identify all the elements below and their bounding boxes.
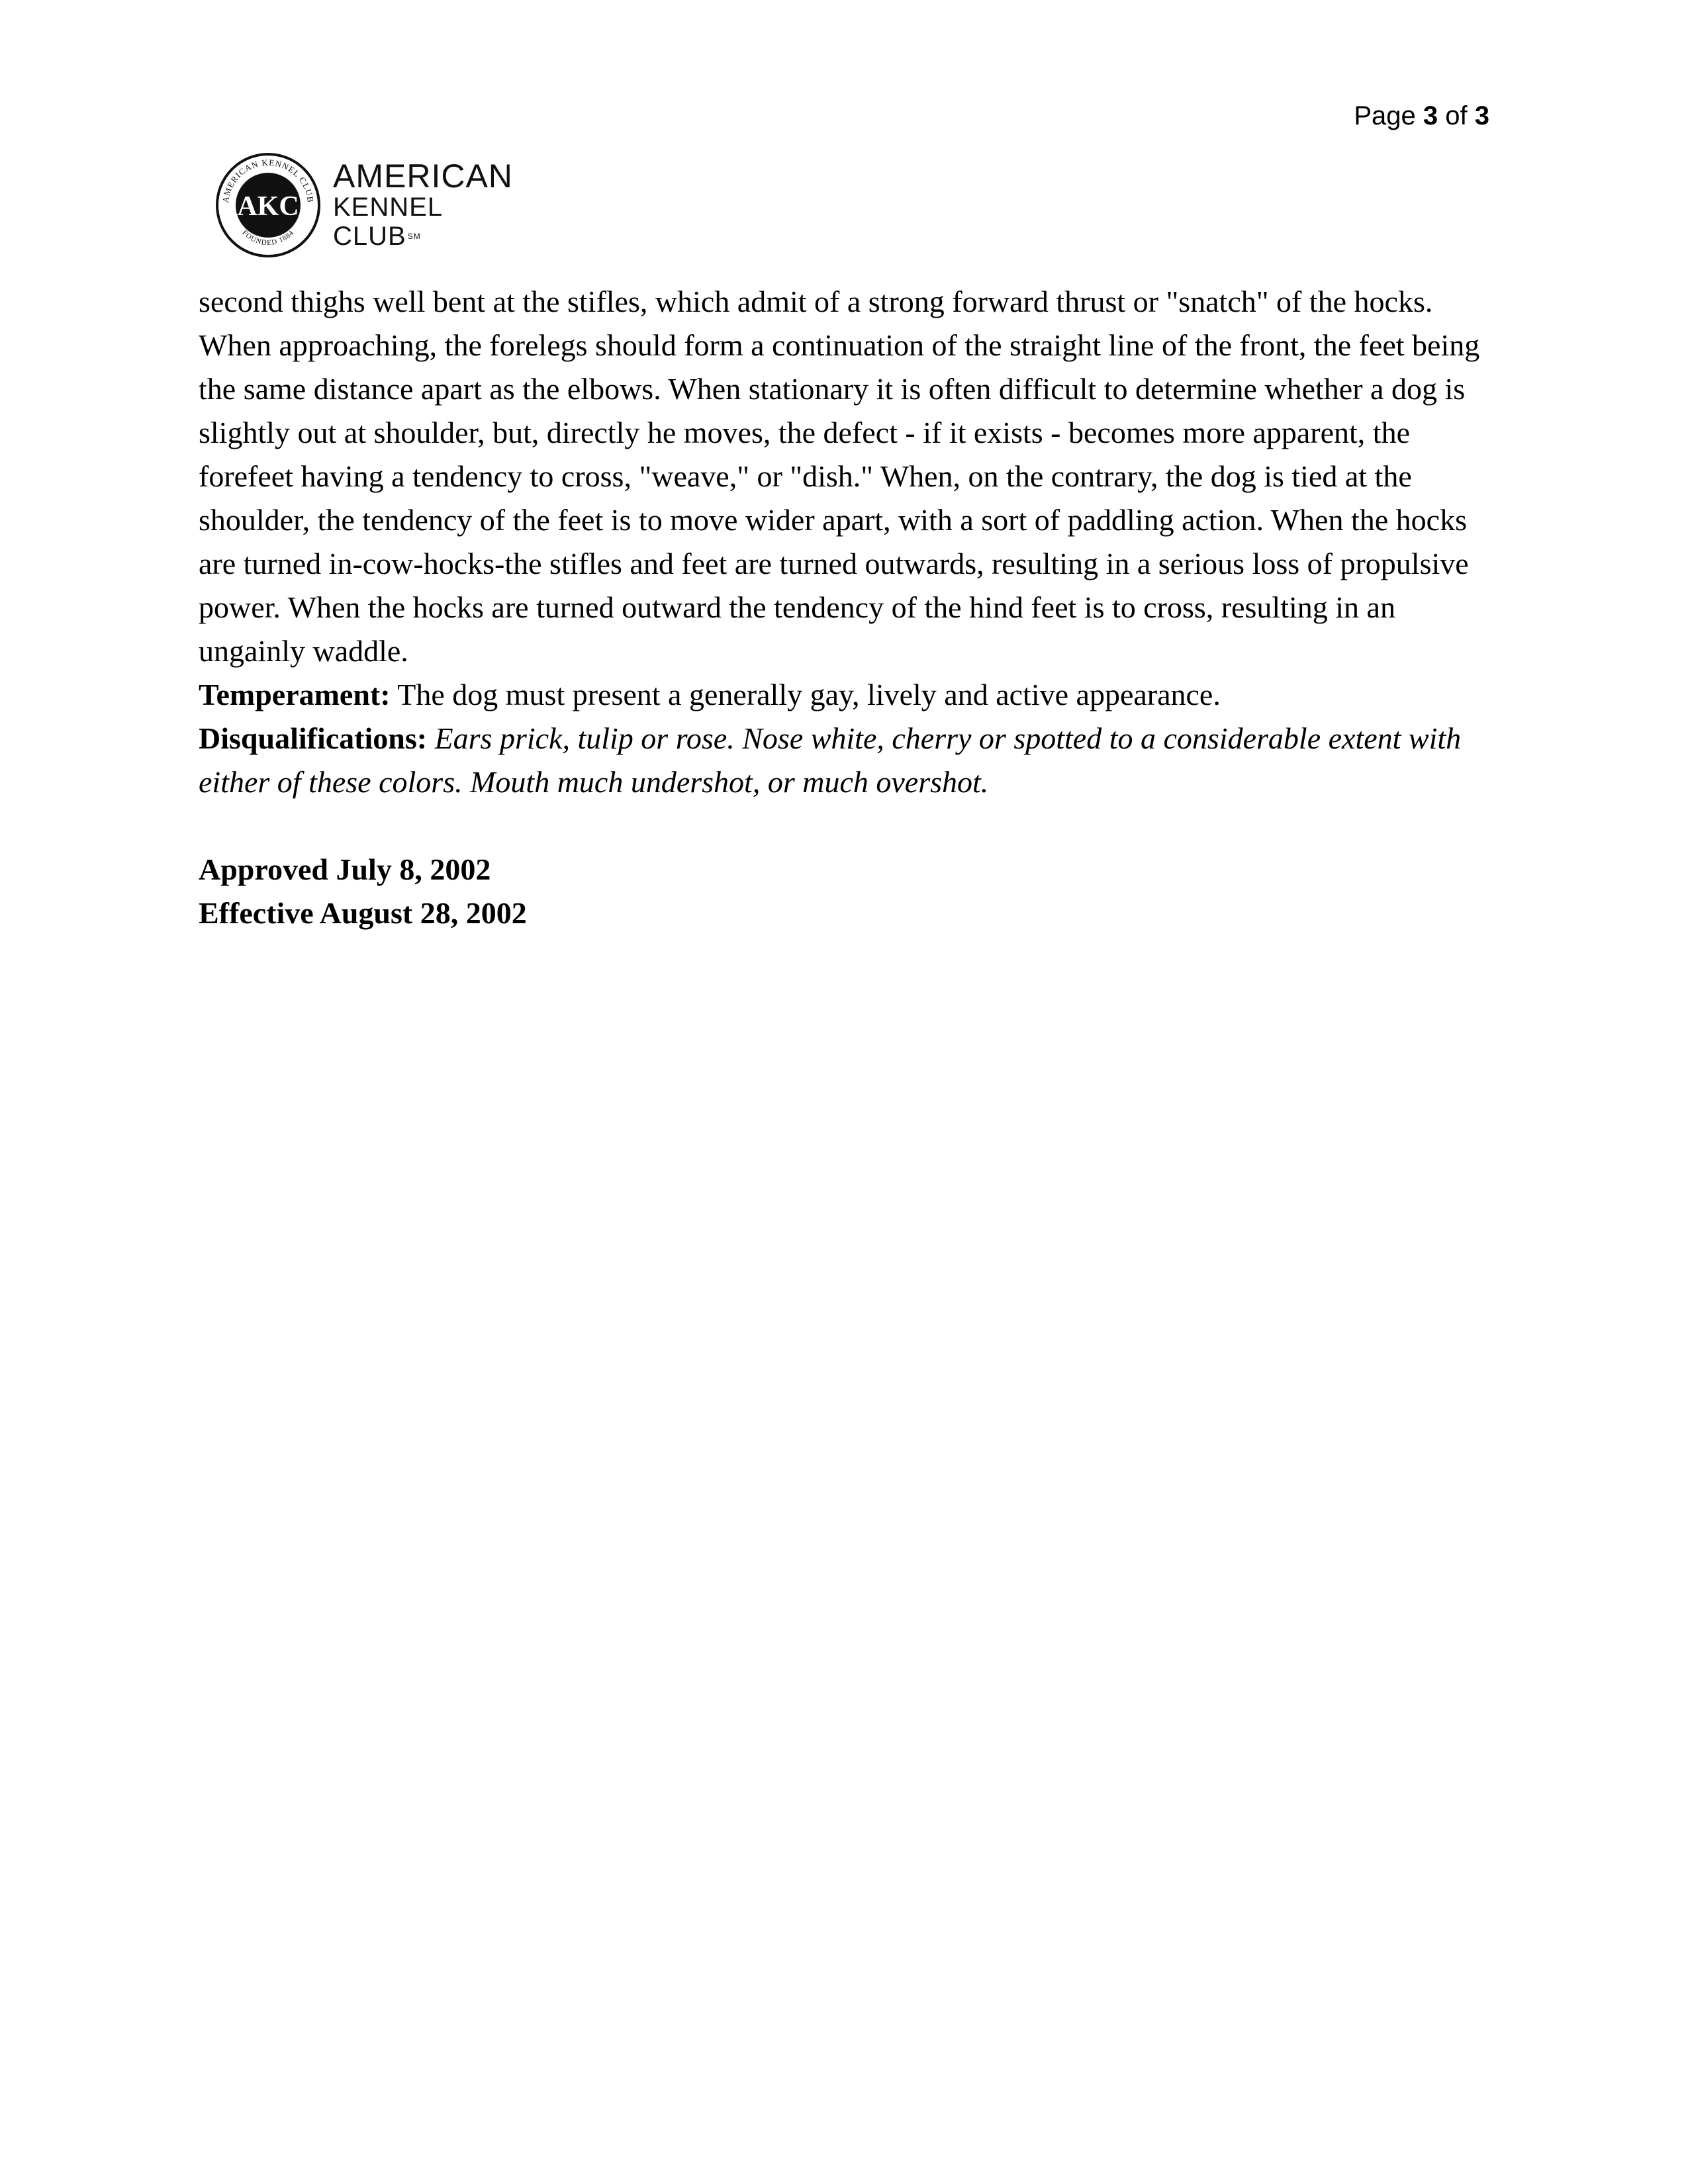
disqualifications-text: Ears prick, tulip or rose. Nose white, cherry or spotted to a considerable extent with either of these colors. Mouth much undershot, or much overshot.: [199, 721, 1462, 799]
akc-logo: [215, 149, 520, 261]
seal-ring-top: AMERICAN KENNEL CLUB: [220, 157, 316, 204]
page-total: 3: [1474, 101, 1489, 130]
seal-ring-bottom: FOUNDED 1884: [240, 228, 296, 248]
page-prefix: Page: [1354, 101, 1416, 130]
page-of: of: [1445, 101, 1468, 130]
wordmark-line-2: [333, 193, 520, 251]
wordmark-line-1: AMERICAN: [333, 158, 513, 195]
akc-wordmark: [333, 159, 520, 251]
seal-letters: AKC: [237, 191, 299, 222]
disqualifications-label: Disqualifications:: [199, 721, 428, 755]
akc-seal-icon: [215, 152, 321, 258]
gait-paragraph: second thighs well bent at the stifles, which admit of a strong forward thrust or "snatch" of the hocks. When approaching, the forelegs should form a continuation of the straight line of the front, the feet being the same distance apart as the elbows. When stationary it is often difficult to determine whether a dog is slightly out at shoulder, but, directly he moves, the defect - if it exists - becomes more apparent, the forefeet having a tendency to cross, "weave," or "dish." When, on the contrary, the dog is tied at the shoulder, the tendency of the feet is to move wider apart, with a sort of paddling action. When the hocks are turned in-cow-hocks-the stifles and feet are turned outwards, resulting in a serious loss of propulsive power. When the hocks are turned outward the tendency of the hind feet is to cross, resulting in an ungainly waddle.: [199, 285, 1480, 668]
temperament-text: The dog must present a generally gay, lively and active appearance.: [397, 678, 1221, 711]
page-number: [1354, 99, 1489, 132]
disqualifications-paragraph: [199, 717, 1489, 804]
effective-date: Effective August 28, 2002: [199, 896, 527, 930]
temperament-label: Temperament:: [199, 678, 391, 711]
page-current: 3: [1423, 101, 1438, 130]
wordmark-line-2-text: KENNEL CLUB: [333, 193, 442, 251]
service-mark: SM: [407, 232, 421, 241]
approval-block: [199, 848, 1489, 935]
approved-date: Approved July 8, 2002: [199, 852, 491, 886]
temperament-paragraph: [199, 673, 1489, 717]
standard-body: [199, 280, 1489, 935]
